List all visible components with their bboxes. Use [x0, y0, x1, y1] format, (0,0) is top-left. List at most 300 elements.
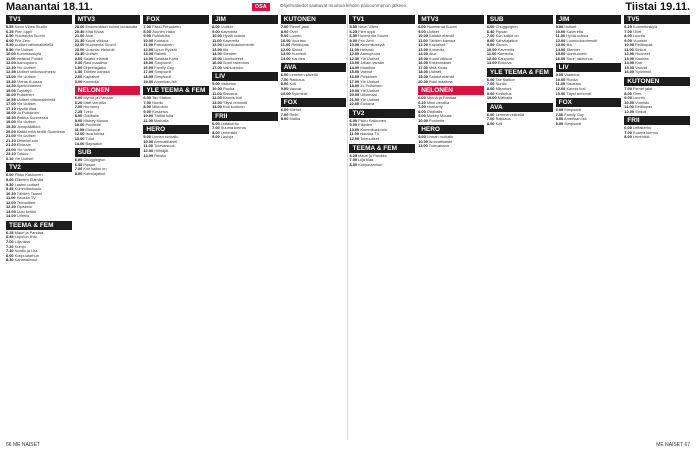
program-time: 12.30: [6, 65, 16, 70]
program-row: [143, 154, 209, 159]
program-title: Tulevaisuus: [428, 144, 450, 149]
program-time: 9.00: [418, 114, 426, 119]
program-row: [624, 70, 690, 75]
program-title: Täältä tulla: [154, 114, 174, 119]
program-title: Suuri rakennus: [222, 61, 250, 66]
program-time: 6.20: [74, 100, 83, 105]
program-time: 6.00: [280, 108, 289, 113]
program-title: Pien oppii: [358, 29, 376, 34]
program-time: 12.55: [6, 70, 16, 75]
channel-name: TV2: [349, 109, 415, 118]
program-title: Tulevaisuus: [153, 144, 175, 149]
program-title: Matkalla: [154, 118, 169, 123]
program-time: 22.00: [74, 43, 85, 48]
program-time: 8.00: [6, 38, 14, 43]
program-title: Kapiaiset: [83, 75, 100, 80]
program-time: 23.00: [6, 147, 16, 152]
program-title: Sinkut: [291, 47, 303, 52]
program-time: 13.00: [555, 91, 566, 96]
program-time: 10.00: [74, 123, 85, 128]
program-time: 6.25: [349, 29, 358, 34]
footer-left: [6, 442, 40, 448]
program-time: 13.00: [624, 56, 635, 61]
program-title: Retki: [289, 112, 299, 117]
program-time: 13.00: [143, 153, 154, 158]
program-row: [281, 92, 347, 97]
program-time: 12.00: [74, 132, 85, 137]
channel-name: HERO: [143, 125, 209, 134]
program-time: 8.00: [555, 117, 564, 122]
program-time: 12.00: [212, 43, 222, 48]
program-time: 11.00: [624, 47, 634, 52]
program-row: [75, 172, 141, 177]
program-time: 9.00: [212, 135, 220, 140]
program-title: Vaihtoehdot: [222, 65, 244, 70]
program-time: 1.30: [74, 70, 83, 75]
program-title: Aamupuuro: [360, 52, 381, 57]
program-time: 9.00: [555, 25, 564, 29]
program-time: 11.00: [74, 127, 85, 132]
channel-name: HERO: [418, 125, 484, 134]
program-title: Alue: [428, 52, 437, 57]
program-time: 7.00: [143, 25, 151, 29]
program-time: 12.00: [143, 47, 154, 52]
schedule-column: [6, 15, 72, 439]
program-title: Opiskelu: [16, 205, 32, 210]
program-time: 6.00: [486, 25, 495, 29]
program-title: Reissu: [154, 153, 167, 158]
program-title: Leffakerho: [220, 121, 240, 126]
program-title: Sisustus: [566, 82, 581, 87]
program-title: Maailma: [360, 65, 376, 70]
program-time: 6.25: [6, 230, 14, 235]
program-title: Sinkut: [634, 47, 646, 52]
channel-block: [75, 15, 141, 84]
program-time: 6.50: [6, 34, 14, 39]
program-title: Kummituskoulu: [14, 187, 42, 192]
program-time: 12.00: [143, 149, 154, 154]
program-title: Oddballs: [426, 109, 443, 114]
channel-block: [624, 15, 690, 75]
program-title: Ruoka: [566, 77, 578, 82]
program-title: Hurriamy: [426, 105, 443, 110]
channel-block: [487, 103, 553, 127]
program-time: 21.00: [6, 134, 16, 139]
channel-block: [143, 15, 209, 84]
program-time: 8.00: [280, 82, 289, 87]
program-title: Luonto: [632, 34, 645, 39]
program-time: 14.00: [555, 47, 566, 52]
program-title: Uutiset viittomakielellä: [14, 43, 54, 48]
program-title: Loputon lintu: [14, 235, 37, 240]
program-title: Yle Uutiset: [360, 56, 380, 61]
program-title: Ensimmäiset kolme kuukautta: [85, 25, 138, 29]
program-title: Mikrofoni: [152, 105, 168, 110]
program-title: Salatut elämät: [83, 56, 109, 61]
program-row: [281, 117, 347, 122]
program-title: Mikrofoni: [495, 87, 512, 92]
program-title: Punkette: [85, 123, 101, 128]
program-time: 9.00: [486, 43, 495, 48]
program-time: 14.00: [74, 141, 85, 146]
schedule-column: [418, 15, 484, 439]
program-time: 16.00: [212, 61, 222, 66]
program-title: Punkette: [429, 118, 445, 123]
program-time: 6.00: [418, 96, 426, 101]
channel-name: FRII: [624, 116, 690, 125]
program-title: Uusi keittiö: [16, 209, 36, 214]
program-time: 9.00: [280, 34, 289, 39]
program-title: Urheiluruutu: [16, 138, 39, 143]
program-time: 5.55: [349, 25, 358, 29]
program-title: Vuoristo: [632, 38, 648, 43]
program-time: 9.00: [349, 38, 358, 43]
program-time: 6.25: [624, 25, 632, 29]
program-title: Kaupunki: [497, 56, 514, 61]
program-title: Urheilu: [16, 214, 30, 219]
channel-name: TV5: [624, 15, 690, 24]
program-time: 9.00: [624, 96, 632, 101]
program-title: Tuplatyö: [16, 88, 32, 93]
program-title: Paikka Suomessa: [16, 115, 48, 120]
program-time: 6.00: [486, 112, 495, 117]
program-time: 8.30: [6, 258, 14, 263]
program-title: Teleuutiset: [360, 137, 379, 142]
program-row: [556, 92, 622, 97]
program-title: Mitä Kivaa: [85, 29, 104, 34]
program-title: Kauhea: [291, 56, 306, 61]
program-row: [143, 80, 209, 85]
program-time: 10.00: [143, 38, 154, 43]
channel-name: NELONEN: [75, 86, 141, 95]
program-title: Tutut: [85, 137, 95, 142]
program-title: Passi Peruutettu: [152, 25, 181, 29]
program-time: 15.00: [418, 56, 428, 61]
channel-block: [281, 98, 347, 122]
program-time: 8.00: [74, 171, 83, 176]
program-time: 12.00: [280, 47, 291, 52]
channel-name: TV1: [6, 15, 72, 24]
program-title: Helsinki Poliisit: [16, 56, 43, 61]
program-time: 15.00: [6, 88, 16, 93]
program-time: 9.00: [6, 177, 14, 182]
program-time: 23.00: [74, 47, 85, 52]
program-time: 16.55: [6, 97, 16, 102]
program-time: 10.00: [486, 96, 497, 101]
program-time: 14.00: [624, 61, 635, 66]
program-time: 15.00: [555, 52, 566, 57]
channel-name: TEEMA & FEM: [6, 221, 72, 230]
program-time: 13.00: [349, 61, 360, 66]
program-title: Uutiset selkosuomeksi: [16, 70, 56, 75]
program-title: Hyviä uutisia: [222, 34, 245, 39]
channel-block: [6, 163, 72, 218]
program-time: 9.00: [486, 91, 495, 96]
program-time: 8.00: [418, 109, 426, 114]
program-title: Paholainen: [154, 43, 174, 48]
program-title: Vuoristo: [291, 38, 306, 43]
program-time: 12.00: [624, 109, 635, 114]
program-title: Kapiaiset: [429, 43, 446, 48]
program-time: 22.00: [349, 102, 360, 107]
program-time: 9.00: [280, 87, 289, 92]
program-title: Huomenta Suomi: [85, 43, 116, 48]
program-title: Huoneet: [635, 52, 650, 57]
program-time: 20.30: [74, 29, 85, 34]
schedule-column: [281, 15, 347, 439]
program-time: 11.00: [418, 144, 428, 149]
day-title-left: Maanantai 18.11.: [6, 1, 93, 13]
program-time: 21.00: [349, 97, 360, 102]
schedule-column: [556, 15, 622, 439]
program-time: 12.00: [349, 137, 360, 142]
program-time: 6.45: [6, 235, 14, 240]
schedule-column: [487, 15, 553, 439]
program-title: Kavereita: [566, 29, 583, 34]
program-time: 9.00: [212, 29, 220, 34]
program-time: 9.00: [74, 118, 83, 123]
program-title: Lemmen säveliä: [289, 73, 318, 78]
schedule-column: [212, 15, 278, 439]
program-time: 7.00: [74, 105, 83, 110]
program-time: 9.00: [555, 121, 564, 126]
program-title: Tvelo: [83, 109, 93, 114]
program-time: 12.00: [349, 52, 360, 57]
program-time: 7.00: [624, 130, 632, 135]
program-title: Elokuva: [16, 143, 31, 148]
program-title: Uutiset: [85, 52, 98, 57]
program-title: Hyvää iltaa: [16, 106, 37, 111]
program-title: Salaista Kotia: [154, 56, 179, 61]
program-title: Huoneet: [291, 52, 307, 57]
program-title: Uutiset: [220, 25, 233, 29]
program-title: Mikit vierailla: [426, 100, 450, 105]
program-time: 6.00: [624, 126, 632, 131]
program-title: Tähtien kanssa: [83, 70, 110, 75]
program-title: Alue: [85, 34, 94, 39]
program-title: Lilja tilaa: [14, 239, 30, 244]
program-time: 14.00: [212, 105, 222, 110]
program-time: 8.00: [212, 25, 220, 29]
program-time: 6.20: [418, 100, 426, 105]
channel-block: [281, 15, 347, 61]
program-time: 13.00: [486, 61, 497, 66]
program-time: 7.00: [486, 34, 495, 39]
program-title: Lilja tilaa: [358, 158, 374, 163]
program-title: Pulkkinen: [16, 93, 34, 98]
program-time: 20.00: [74, 25, 85, 29]
program-time: 11.00: [486, 52, 497, 57]
program-title: Rohkeutta: [152, 34, 170, 39]
program-title: Hyviä uutisia: [566, 34, 589, 39]
program-title: Totuus: [16, 152, 29, 157]
program-title: Family Guy: [564, 112, 584, 117]
program-title: Mickey Mouse: [83, 118, 109, 123]
channel-block: [556, 15, 622, 61]
magazine-name-left: ME NAISET: [12, 442, 40, 448]
program-time: 14.00: [418, 52, 428, 57]
program-title: Oddballs: [83, 114, 99, 119]
program-time: 19.00: [6, 120, 16, 125]
program-time: 11.00: [6, 196, 16, 201]
program-title: Lemmen säveliä: [495, 112, 524, 117]
schedule-column: [349, 15, 415, 439]
program-title: Kummituskoulu: [360, 127, 387, 132]
program-time: 10.00: [143, 114, 154, 119]
program-title: Hauska TV: [360, 132, 380, 137]
program-time: 9.00: [555, 73, 564, 78]
channel-block: [418, 125, 484, 149]
program-title: Reittiopas: [634, 105, 653, 110]
channel-block: [556, 98, 622, 126]
program-row: [75, 80, 141, 85]
program-title: Pulkkinen: [360, 75, 378, 80]
program-time: 13.30: [6, 79, 16, 84]
program-row: [418, 144, 484, 149]
program-time: 16.00: [555, 56, 566, 61]
program-title: Mauri ja Pandaa: [358, 153, 387, 158]
program-title: Kuusi viikkoa: [85, 38, 109, 43]
program-time: 23.10: [6, 152, 16, 157]
program-title: Ammattilaiset: [428, 139, 453, 144]
program-title: Vieras Kuussa: [16, 79, 42, 84]
program-time: 6.40: [74, 162, 83, 167]
channel-name: AVA: [487, 103, 553, 112]
program-time: 19.00: [418, 75, 428, 80]
program-title: Tähtien kanssa: [428, 38, 456, 43]
program-title: Vaatetus: [220, 82, 236, 87]
program-title: Kumpi: [14, 244, 26, 249]
program-title: Eläinten: [358, 123, 373, 128]
program-title: Koti: [495, 121, 503, 126]
program-time: 18.00: [6, 111, 16, 116]
program-title: Neon Vibes: [358, 25, 379, 29]
program-title: Ilta: [566, 43, 572, 48]
channel-name: LIV: [212, 72, 278, 81]
program-title: Stenber: [566, 47, 581, 52]
program-time: 9.30: [6, 43, 14, 48]
program-row: [212, 105, 278, 110]
program-title: Ovet: [632, 91, 642, 96]
program-time: 11.00: [143, 144, 153, 149]
program-title: Rakkaus: [289, 77, 305, 82]
program-title: Uutiset: [429, 70, 442, 75]
program-time: 8.00: [212, 130, 220, 135]
program-time: 5.55: [6, 25, 14, 29]
program-title: Salatut elämät: [429, 34, 454, 39]
program-time: 7.00: [280, 77, 289, 82]
program-title: Chuggington: [495, 25, 518, 29]
channel-block: [281, 63, 347, 96]
program-title: Kauhea: [635, 56, 649, 61]
program-time: 16.00: [418, 61, 428, 66]
program-title: Kummituskylä: [632, 25, 658, 29]
channel-name: NELONEN: [418, 86, 484, 95]
channel-block: [556, 63, 622, 96]
program-title: Komedia: [83, 79, 99, 84]
program-time: 16.00: [6, 93, 16, 98]
program-time: 23.30: [74, 52, 85, 57]
program-time: 10.00: [280, 91, 291, 96]
program-title: Ensimmäiset: [429, 61, 452, 66]
channel-block: [487, 68, 553, 101]
program-title: Kuuma kierros: [632, 130, 659, 135]
program-time: 11.00: [349, 47, 360, 52]
program-time: 18.00: [349, 84, 360, 89]
program-time: 14.30: [6, 84, 16, 89]
channel-block: [212, 15, 278, 70]
program-time: 10.00: [212, 34, 222, 39]
program-title: Yle Uutiset: [14, 47, 34, 52]
program-time: 10.00: [280, 38, 291, 43]
program-title: Family Guy: [154, 65, 174, 70]
program-title: Eläinten Elämää: [14, 177, 44, 182]
program-title: Amerikan isä: [564, 117, 587, 122]
program-time: 9.00: [212, 82, 220, 87]
program-title: Kavereita: [222, 38, 240, 43]
channel-name: SUB: [75, 148, 141, 157]
program-title: Simpsonit: [154, 61, 172, 66]
program-row: [556, 122, 622, 127]
channel-name: KUTONEN: [281, 15, 347, 24]
program-time: 7.00: [143, 100, 151, 105]
program-time: 12.30: [349, 56, 360, 61]
program-title: Uunituoreet: [566, 52, 587, 57]
program-time: 0.00: [74, 56, 83, 61]
program-title: Uusinta: Helsinki: [85, 47, 115, 52]
program-title: Kotipuutarhuri: [358, 162, 383, 167]
program-time: 10.00: [143, 139, 154, 144]
program-time: 20.00: [6, 129, 16, 134]
program-title: Leffakerho: [632, 126, 652, 131]
program-title: Hauska TV: [16, 196, 36, 201]
program-row: [418, 80, 484, 85]
program-row: [6, 157, 72, 162]
disclaimer: Ohjelmatiedot saattavat muuttua lehden painoonmenon jälkeen.: [280, 3, 408, 8]
program-time: 14.00: [212, 52, 222, 57]
program-title: Amerikan isä: [154, 79, 177, 84]
program-time: 12.00: [486, 56, 497, 61]
program-time: 11.00: [280, 43, 291, 48]
logo: OSA: [252, 3, 270, 11]
program-title: Sitcom: [495, 43, 508, 48]
program-time: 21.30: [74, 38, 85, 43]
program-title: Yle Uutiset: [16, 120, 36, 125]
program-row: [6, 214, 72, 219]
program-title: Koti: [635, 61, 642, 66]
program-title: Linnan ruokailu: [426, 135, 454, 140]
program-time: 13.00: [212, 100, 222, 105]
channel-block: [75, 86, 141, 146]
program-row: [212, 135, 278, 140]
page-header: [0, 0, 696, 14]
program-time: 8.00: [486, 87, 495, 92]
program-title: Matka: [289, 117, 301, 122]
program-title: Kaikki mitä tiedät Suomesta: [16, 129, 65, 134]
program-time: 12.00: [6, 200, 16, 205]
program-title: Linnan ruokailu: [152, 135, 179, 140]
program-time: 18.00: [143, 75, 154, 80]
channel-name: JIM: [556, 15, 622, 24]
program-time: 11.00: [418, 38, 428, 43]
program-title: Tax Station: [495, 77, 515, 82]
program-title: Täysi remontti: [222, 100, 248, 105]
program-time: 0.30: [74, 61, 83, 66]
program-title: Simpsonit: [154, 75, 172, 80]
program-time: 12.00: [555, 87, 566, 92]
program-title: Vauvat: [289, 87, 302, 92]
program-time: 14.00: [143, 56, 154, 61]
